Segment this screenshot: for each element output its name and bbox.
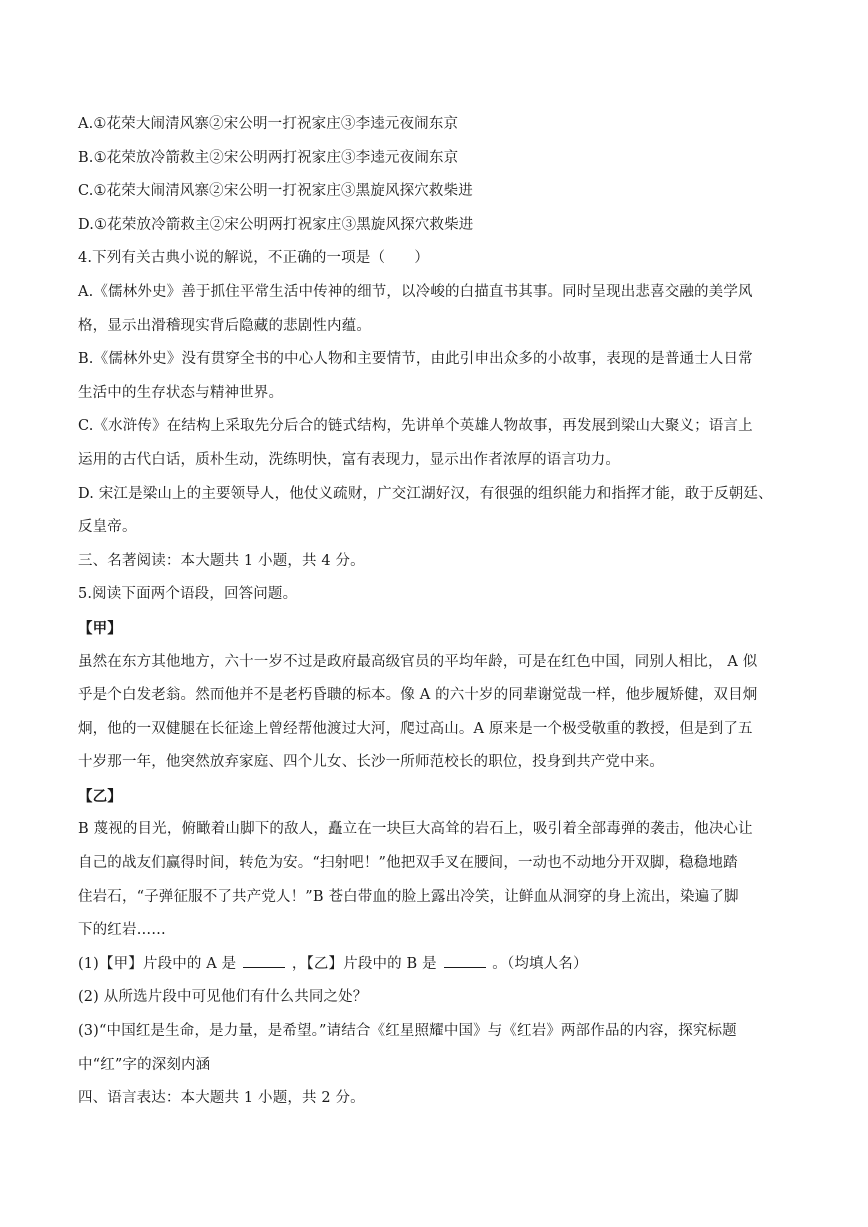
q4-option-a-line1: A.《儒林外史》善于抓住平常生活中传神的细节，以冷峻的白描直书其事。同时呈现出悲喜交融的美学风 (78, 283, 753, 300)
passage-yi-line: 下的红岩…… (78, 922, 166, 939)
q4-option-a (78, 276, 798, 343)
passage-jia-label: 【甲】 (78, 619, 122, 637)
answer-blank-b[interactable] (444, 953, 486, 968)
q4-option-d-line1: D. 宋江是梁山上的主要领导人，他仗义疏财，广交江湖好汉，有很强的组织能力和指挥才能，敢于反朝廷、 (78, 485, 773, 502)
q4-option-c-line1: C.《水浒传》在结构上采取先分后合的链式结构，先讲单个英雄人物故事，再发展到梁山大聚义；语言上 (78, 418, 753, 435)
q3-option-b: B.①花荣放冷箭救主②宋公明两打祝家庄③李逵元夜闹东京 (78, 149, 459, 166)
section-4-heading: 四、语言表达：本大题共 1 小题，共 2 分。 (78, 1090, 365, 1107)
q4-option-d-line2: 反皇帝。 (78, 519, 137, 536)
passage-yi-line: B 蔑视的目光，俯瞰着山脚下的敌人，矗立在一块巨大高耸的岩石上，吸引着全部毒弹的袭击，他决心让 (78, 821, 753, 838)
q4-option-c-line2: 运用的古代白话，质朴生动，洗练明快，富有表现力，显示出作者浓厚的语言功力。 (78, 451, 621, 468)
q5-sub2: (2) 从所选片段中可见他们有什么共同之处？ (78, 989, 368, 1006)
q4-option-a-line2: 格，显示出滑稽现实背后隐藏的悲剧性内蕴。 (78, 317, 371, 334)
passage-yi (78, 813, 798, 947)
q5-sub3-line2: 中“红”字的深刻内涵 (78, 1056, 211, 1073)
q5-sub1-part-c: 。（均填人名） (487, 955, 588, 972)
passage-yi-line: 自己的战友们赢得时间，转危为安。“扫射吧！”他把双手叉在腰间，一动也不动地分开双脚，稳稳地踏 (78, 855, 738, 872)
passage-yi-line: 住岩石，“子弹征服不了共产党人！”B 苍白带血的脸上露出冷笑，让鲜血从洞穿的身上流出，染遍了脚 (78, 888, 739, 905)
q5-sub1-part-a: (1)【甲】片段中的 A 是 (78, 955, 242, 972)
q3-option-c: C.①花荣大闹清风寨②宋公明一打祝家庄③黑旋风探穴救柴进 (78, 183, 473, 200)
document-page (78, 108, 798, 1116)
q5-sub3 (78, 1015, 798, 1082)
q5-stem: 5.阅读下面两个语段，回答问题。 (78, 586, 298, 603)
passage-yi-label: 【乙】 (78, 787, 122, 805)
section-3-heading: 三、名著阅读：本大题共 1 小题，共 4 分。 (78, 552, 365, 569)
q4-option-b (78, 343, 798, 410)
passage-jia-line: 虽然在东方其他地方，六十一岁不过是政府最高级官员的平均年龄，可是在红色中国，同别人相比， A 似 (78, 653, 758, 670)
q4-option-b-line2: 生活中的生存状态与精神世界。 (78, 384, 284, 401)
q5-sub1 (78, 948, 798, 982)
q4-option-d (78, 478, 798, 545)
q3-option-d: D.①花荣放冷箭救主②宋公明两打祝家庄③黑旋风探穴救柴进 (78, 216, 474, 233)
q5-sub1-part-b: ，【乙】片段中的 B 是 (287, 955, 442, 972)
q4-option-b-line1: B.《儒林外史》没有贯穿全书的中心人物和主要情节，由此引申出众多的小故事，表现的是普通士人日常 (78, 351, 753, 368)
passage-jia-line: 炯，他的一双健腿在长征途上曾经帮他渡过大河，爬过高山。A 原来是一个极受敬重的教授，但是到了五 (78, 720, 753, 737)
q4-stem: 4.下列有关古典小说的解说，不正确的一项是（ ） (78, 250, 430, 267)
q3-option-a: A.①花荣大闹清风寨②宋公明一打祝家庄③李逵元夜闹东京 (78, 116, 459, 132)
passage-jia-line: 十岁那一年，他突然放弃家庭、四个儿女、长沙一所师范校长的职位，投身到共产党中来。 (78, 754, 664, 771)
passage-jia (78, 646, 798, 780)
answer-blank-a[interactable] (243, 953, 285, 968)
q4-option-c (78, 410, 798, 477)
passage-jia-line: 乎是个白发老翁。然而他并不是老朽昏聩的标本。像 A 的六十岁的同辈谢觉哉一样，他步履矫健，双目炯 (78, 687, 758, 704)
q5-sub3-line1: (3)“中国红是生命，是力量，是希望。”请结合《红星照耀中国》与《红岩》两部作品的内容，探究标题 (78, 1023, 737, 1040)
